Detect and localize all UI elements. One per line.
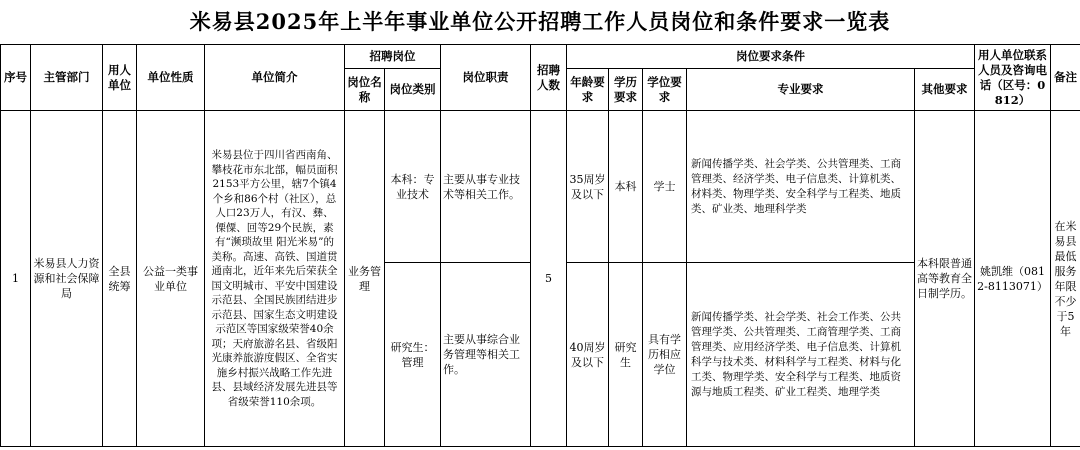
header-nature: 单位性质 bbox=[137, 45, 205, 111]
cell-education: 研究生 bbox=[609, 263, 643, 447]
header-intro: 单位简介 bbox=[205, 45, 345, 111]
cell-count: 5 bbox=[531, 111, 567, 447]
cell-contact: 姚凯维（0812-8113071） bbox=[975, 111, 1051, 447]
header-pos-name: 岗位名称 bbox=[345, 69, 385, 111]
header-seq: 序号 bbox=[1, 45, 31, 111]
cell-unit: 全县统筹 bbox=[103, 111, 137, 447]
header-dept: 主管部门 bbox=[31, 45, 103, 111]
header-positions-group: 招聘岗位 bbox=[345, 45, 441, 69]
cell-age: 35周岁及以下 bbox=[567, 111, 609, 263]
cell-nature: 公益一类事业单位 bbox=[137, 111, 205, 447]
cell-degree: 具有学历相应学位 bbox=[643, 263, 687, 447]
header-remarks: 备注 bbox=[1051, 45, 1080, 111]
cell-pos-category: 本科：专业技术 bbox=[385, 111, 441, 263]
cell-duties: 主要从事综合业务管理等相关工作。 bbox=[441, 263, 531, 447]
cell-intro: 米易县位于四川省西南角、攀枝花市东北部，幅员面积2153平方公里，辖7个镇4个乡和86个村（社区），总人口23万人，有汉、彝、傈僳、回等29个民族，素有“濒琐故里 阳光米易”的美称。高速、高铁、国道贯通南北，近年来先后荣获全国文明城市、平安中国建设示范县、全国民族团结进步示范县、国家生态文明建设示范区等国家级荣誉40余项；天府旅游名县、省级阳光康养旅游度假区、全省实施乡村振兴战略工作先进县、县域经济发展先进县等省级荣誉110余项。 bbox=[205, 111, 345, 447]
cell-age: 40周岁及以下 bbox=[567, 263, 609, 447]
positions-table bbox=[0, 44, 1080, 447]
header-major: 专业要求 bbox=[687, 69, 915, 111]
header-other: 其他要求 bbox=[915, 69, 975, 111]
header-education: 学历要求 bbox=[609, 69, 643, 111]
cell-dept: 米易县人力资源和社会保障局 bbox=[31, 111, 103, 447]
cell-degree: 学士 bbox=[643, 111, 687, 263]
cell-other: 本科限普通高等教育全日制学历。 bbox=[915, 111, 975, 447]
header-contact: 用人单位联系人员及咨询电话（区号：0812） bbox=[975, 45, 1051, 111]
cell-pos-category: 研究生：管理 bbox=[385, 263, 441, 447]
cell-education: 本科 bbox=[609, 111, 643, 263]
header-degree: 学位要求 bbox=[643, 69, 687, 111]
cell-seq: 1 bbox=[1, 111, 31, 447]
header-requirements-group: 岗位要求条件 bbox=[567, 45, 975, 69]
page-title: 米易县2025年上半年事业单位公开招聘工作人员岗位和条件要求一览表 bbox=[189, 9, 891, 34]
cell-major: 新闻传播学类、社会学类、公共管理类、工商管理类、经济学类、电子信息类、计算机类、材料类、物理学类、安全科学与工程类、地质类、矿业类、地理科学类 bbox=[687, 111, 915, 263]
header-pos-category: 岗位类别 bbox=[385, 69, 441, 111]
header-unit: 用人单位 bbox=[103, 45, 137, 111]
cell-remarks: 在米易县最低服务年限不少于5年 bbox=[1051, 111, 1080, 447]
cell-pos-name: 业务管理 bbox=[345, 111, 385, 447]
cell-duties: 主要从事专业技术等相关工作。 bbox=[441, 111, 531, 263]
cell-major: 新闻传播学类、社会学类、社会工作类、公共管理学类、公共管理类、工商管理学类、工商管理类、应用经济学类、电子信息类、计算机科学与技术类、材料科学与工程类、材料与化工类、物理学类、安全科学与工程类、地质资源与地质工程类、矿业工程类、地理学类 bbox=[687, 263, 915, 447]
table-row bbox=[1, 111, 1080, 263]
header-duties: 岗位职责 bbox=[441, 45, 531, 111]
header-age: 年龄要求 bbox=[567, 69, 609, 111]
header-count: 招聘人数 bbox=[531, 45, 567, 111]
